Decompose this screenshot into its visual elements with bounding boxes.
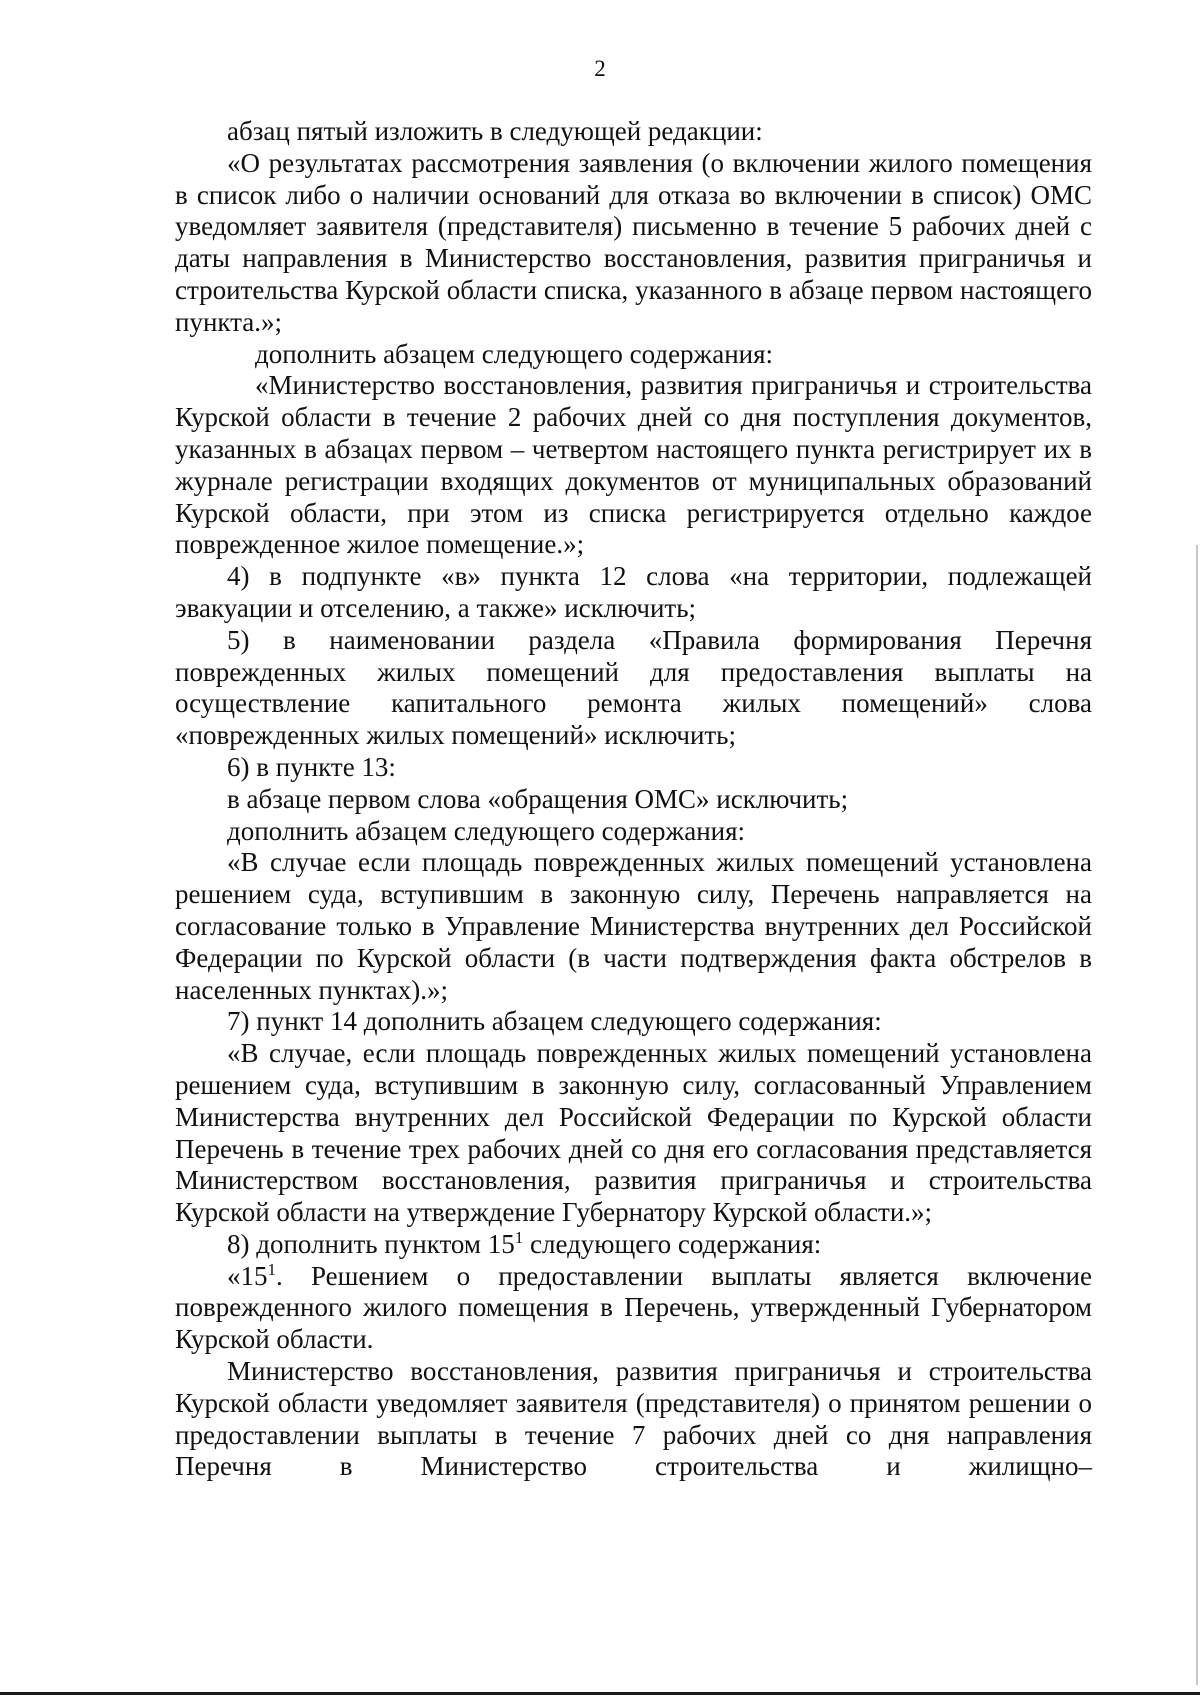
paragraph-item-8-text-after: следующего содержания: [523,1228,822,1259]
paragraph-intro-fifth-abzac: абзац пятый изложить в следующей редакции: [227,116,763,146]
paragraph-item-6-add-abzac: дополнить абзацем следующего содержания: [227,815,746,846]
paragraph-15-1-text-before: «15 [227,1260,268,1291]
paragraph-15-1-text-after: . Решением о предоставлении выплаты является включение поврежденного жилого помещения в Перечень, утвержденный Губернатором Курской области. [175,1260,1092,1355]
paragraph-15-1-superscript: 1 [267,1259,276,1279]
page-number: 2 [594,56,606,81]
paragraph-quoted-ministry-registration: «Министерство восстановления, развития приграничья и строительства Курской области в течение 2 рабочих дней со дня поступления документов, указанных в абзацах первом – четвертом настоящего пункта регистрирует их в журнале регистрации входящих документов от муниципальных образований Курской области, при этом из списка регистрируется отдельно каждое поврежденное жилое помещение.»; [175,370,1092,560]
paragraph-item-7: 7) пункт 14 дополнить абзацем следующего содержания: [227,1006,882,1037]
paragraph-item-8-superscript: 1 [514,1227,524,1247]
scan-edge-right [1196,545,1198,1685]
paragraph-add-abzac: дополнить абзацем следующего содержания: [255,338,774,369]
paragraph-item-8-text-before: 8) дополнить пунктом 15 [227,1228,515,1259]
paragraph-quoted-results: «О результатах рассмотрения заявления (о включении жилого помещения в список либо о наличии оснований для отказа во включении в список) ОМС уведомляет заявителя (представителя) письменно в течение 5 рабочих дней с даты направления в Министерство восстановления, развития приграничья и строительства Курской области списка, указанного в абзаце первом настоящего пункта.»; [175,147,1092,337]
document-body [175,116,1092,1483]
paragraph-quoted-court-decision-approved: «В случае, если площадь поврежденных жилых помещений установлена решением суда, вступившим в законную силу, согласованный Управлением Министерства внутренних дел Российской Федерации по Курской области Перечень в течение трех рабочих дней со дня его согласования представляется Министерством восстановления, развития приграничья и строительства Курской области на утверждение Губернатору Курской области.»; [175,1038,1092,1228]
paragraph-item-6: 6) в пункте 13: [227,751,396,782]
paragraph-item-5: 5) в наименовании раздела «Правила формирования Перечня поврежденных жилых помещений для предоставления выплаты на осуществление капитального ремонта жилых помещений» слова «поврежденных жилых помещений» исключить; [175,624,1092,751]
paragraph-quoted-15-1 [175,1261,1092,1356]
paragraph-item-4: 4) в подпункте «в» пункта 12 слова «на территории, подлежащей эвакуации и отселению, а также» исключить; [175,561,1092,623]
paragraph-item-8 [175,1229,1092,1261]
scan-edge-bottom [0,1692,1200,1695]
paragraph-ministry-notification: Министерство восстановления, развития приграничья и строительства Курской области уведомляет заявителя (представителя) о принятом решении о предоставлении выплаты в течение 7 рабочих дней со дня направления Перечня в Министерство строительства и жилищно– [175,1356,1092,1482]
paragraph-item-6-abzac-first: в абзаце первом слова «обращения ОМС» исключить; [227,783,849,814]
paragraph-quoted-court-decision: «В случае если площадь поврежденных жилых помещений установлена решением суда, вступившим в законную силу, Перечень направляется на согласование только в Управление Министерства внутренних дел Российской Федерации по Курской области (в части подтверждения факта обстрелов в населенных пунктах).»; [175,847,1092,1005]
